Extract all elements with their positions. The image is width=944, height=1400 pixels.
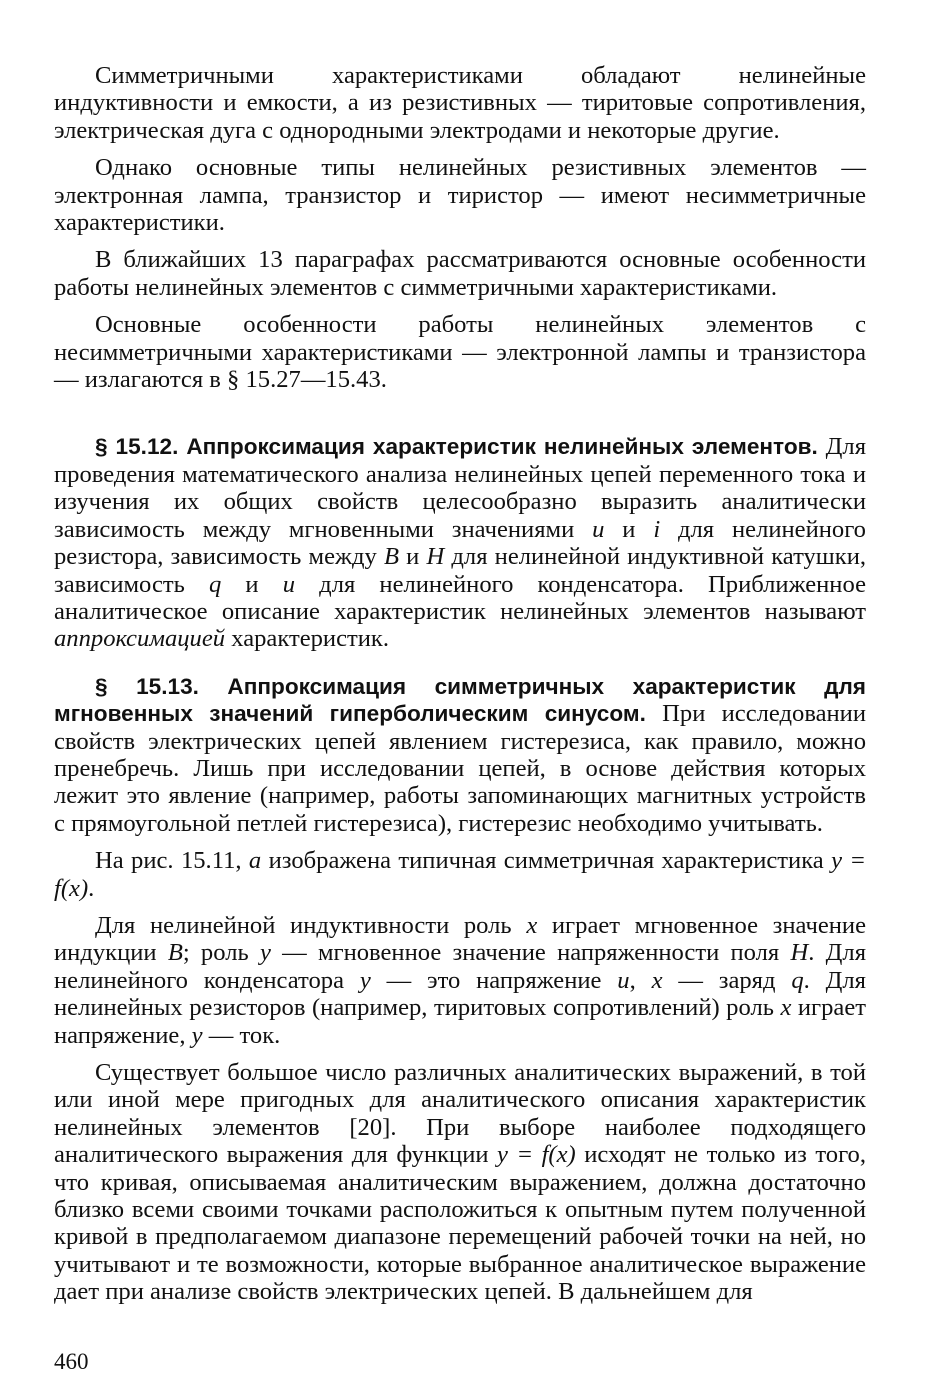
- variable-x: x: [651, 966, 663, 994]
- formula: y = f(x): [54, 847, 866, 902]
- text-span: Существует большое число различных аналитических выражений, в той или иной мере пригодных для аналитического описания характеристик нелинейных элементов [20]. При выборе наиболее подходящего аналитического выражения для функции: [54, 1059, 866, 1169]
- term-approximation: аппроксимацией: [54, 625, 226, 653]
- variable-x: x: [780, 994, 792, 1022]
- paragraph-asymmetric-types: Однако основные типы нелинейных резистивных элементов — электронная лампа, транзистор и тиристор — имеют несимметричные характеристики.: [54, 154, 866, 237]
- paragraph-reference-sections: Основные особенности работы нелинейных элементов с несимметричными характеристиками — электронной лампы и транзистора — излагаются в § 15.27—15.43.: [54, 311, 866, 394]
- section-heading-15-13: § 15.13. Аппроксимация симметричных характеристик для мгновенных значений гиперболическим синусом.: [54, 673, 866, 727]
- variable-b: B: [167, 939, 183, 967]
- figure-letter: а: [248, 847, 262, 875]
- text-span: . Для нелинейного конденсатора: [54, 939, 867, 994]
- section-15-13: [54, 673, 866, 837]
- formula: y = f(x): [497, 1141, 576, 1169]
- blank-space: [54, 403, 866, 419]
- text-span: — это напряжение: [370, 966, 618, 994]
- paragraph-symmetric-elements: Симметричными характеристиками обладают нелинейные индуктивности и емкости, а из резистивных — тиритовые сопротивления, электрическая дуга с однородными электродами и некоторые другие.: [54, 62, 866, 144]
- variable-q: q: [208, 570, 222, 598]
- section-heading-15-12: § 15.12. Аппроксимация характеристик нелинейных элементов.: [95, 434, 818, 460]
- variable-u: u: [282, 570, 296, 598]
- paragraph-figure-reference: [54, 847, 866, 902]
- text-span: .: [88, 874, 95, 902]
- text-span: На рис. 15.11,: [95, 847, 249, 875]
- text-span: — ток.: [202, 1021, 281, 1049]
- page-body: [54, 62, 866, 1316]
- text-span: и: [221, 570, 283, 598]
- paragraph-variable-roles: [54, 912, 866, 1049]
- variable-y: y: [259, 939, 271, 967]
- text-span: ,: [629, 966, 652, 994]
- text-span: — заряд: [662, 966, 792, 994]
- paragraph-analytic-expressions: [54, 1059, 866, 1306]
- variable-q: q: [791, 966, 804, 994]
- text-span: Для проведения математического анализа нелинейных цепей переменного тока и изучения их общих свойств целесообразно выразить аналитически зависимость между мгновенными значениями: [54, 433, 867, 543]
- text-span: При исследовании свойств электрических цепей явлением гистерезиса, как правило, можно пренебречь. Лишь при исследовании цепей, в основе действия которых лежит это явление (например, работы запоминающих магнитных устройств с прямоугольной петлей гистерезиса), гистерезис необходимо учитывать.: [54, 700, 867, 837]
- variable-u: u: [617, 966, 630, 994]
- variable-y: y: [359, 966, 371, 994]
- text-span: ; роль: [182, 939, 260, 967]
- text-span: исходят не только из того, что кривая, описываемая аналитическим выражением, должна достаточно близко всеми своими точками расположиться к опытным путем полученной кривой в предполагаемом диапазоне перемещений рабочей точки на ней, но учитывают и те возможности, которые выбранное аналитическое выражение дает при анализе свойств электрических цепей. В дальнейшем для: [54, 1141, 866, 1306]
- text-span: для нелинейной индуктивной катушки, зависимость: [54, 543, 867, 598]
- variable-h: H: [426, 543, 445, 571]
- variable-u: u: [592, 515, 605, 543]
- text-span: — мгновенное значение напряженности поля: [270, 939, 791, 967]
- variable-y: y: [191, 1021, 203, 1049]
- variable-i: i: [653, 515, 661, 543]
- variable-x: x: [526, 911, 538, 939]
- variable-b: B: [383, 543, 399, 571]
- text-span: для нелинейного резистора, зависимость между: [54, 515, 866, 571]
- text-span: Для нелинейной индуктивности роль: [95, 911, 527, 939]
- paragraph-next-sections: В ближайших 13 параграфах рассматриваются основные особенности работы нелинейных элементов с симметричными характеристиками.: [54, 246, 866, 301]
- text-span: и: [399, 543, 427, 571]
- text-span: . Для нелинейных резисторов (например, тиритовых сопротивлений) роль: [54, 966, 866, 1022]
- text-span: играет напряжение,: [54, 994, 867, 1049]
- page-number: 460: [54, 1349, 89, 1374]
- text-span: изображена типичная симметричная характеристика: [261, 847, 832, 875]
- variable-h: H: [790, 939, 809, 967]
- text-span: для нелинейного конденсатора. Приближенное аналитическое описание характеристик нелинейных элементов называют: [54, 570, 866, 625]
- section-15-12: [54, 433, 866, 652]
- text-span: характеристик.: [225, 625, 389, 653]
- text-span: и: [604, 515, 654, 543]
- text-span: играет мгновенное значение индукции: [54, 911, 866, 967]
